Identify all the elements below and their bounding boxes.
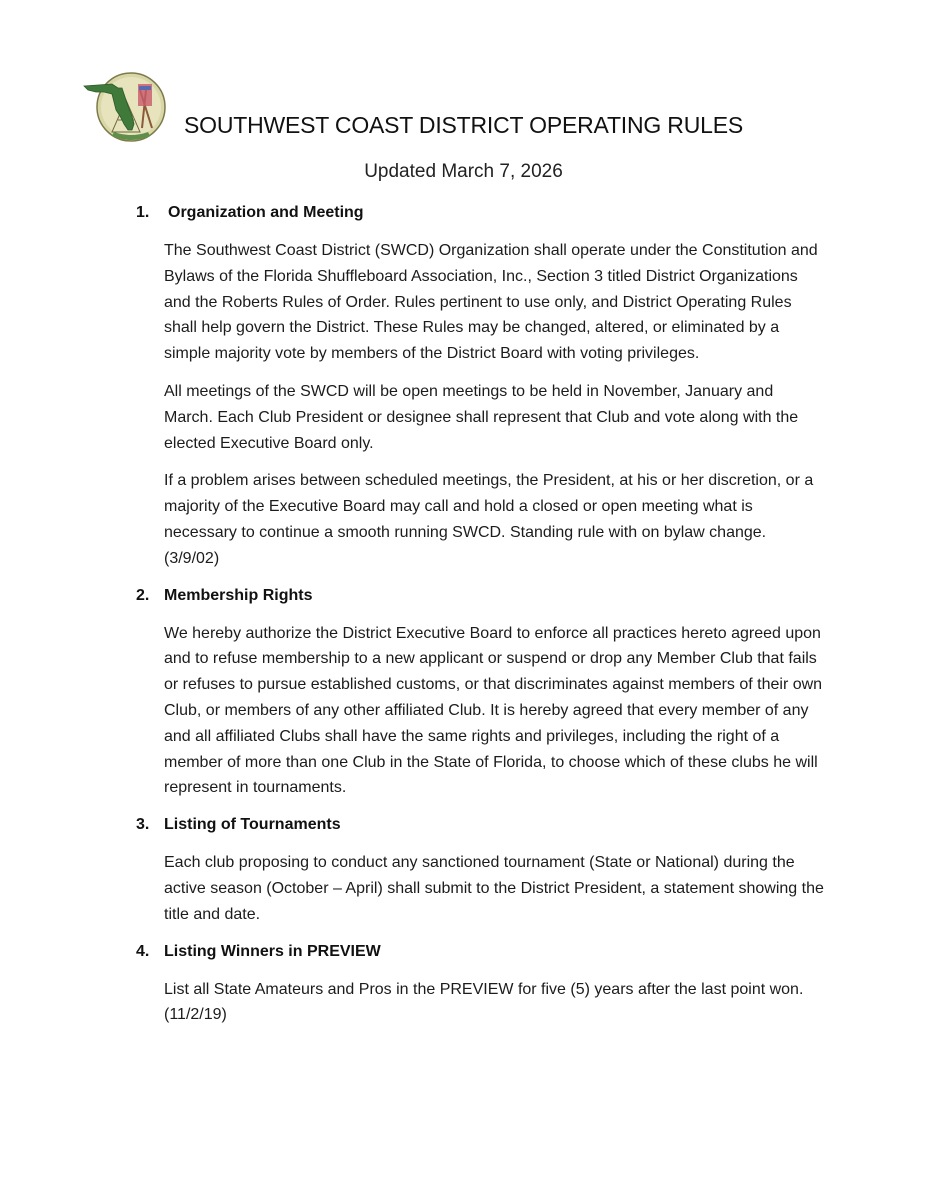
section-heading (136, 584, 826, 608)
paragraph: The Southwest Coast District (SWCD) Organization shall operate under the Constitution and Bylaws of the Florida Shuffleboard Association, Inc., Section 3 titled District Organizations and the Roberts Rules of Order. Rules pertinent to use only, and District Operating Rules shall help govern the District. These Rules may be changed, altered, or eliminated by a simple majority vote by members of the District Board with voting privileges. (164, 242, 818, 363)
rule-section (136, 940, 826, 1029)
updated-date: Updated March 7, 2026 (364, 161, 563, 182)
section-number: 4. (136, 942, 150, 960)
page-title: SOUTHWEST COAST DISTRICT OPERATING RULES (184, 112, 743, 138)
section-title: Organization and Meeting (168, 204, 364, 221)
section-title: Listing of Tournaments (164, 816, 341, 834)
section-heading (136, 940, 826, 964)
section-title: Membership Rights (164, 586, 313, 604)
paragraph: List all State Amateurs and Pros in the PREVIEW for five (5) years after the last point won. (11/2/19) (164, 980, 804, 1024)
rule-section (136, 584, 826, 802)
paragraph: If a problem arises between scheduled meetings, the President, at his or her discretion, or a majority of the Executive Board may call and hold a closed or open meeting what is necessary to continue a smooth running SWCD. Standing rule with on bylaw change. (3/9/02) (164, 472, 814, 567)
section-heading (136, 813, 826, 837)
section-number: 2. (136, 586, 150, 604)
paragraph: Each club proposing to conduct any sanctioned tournament (State or National) during the active season (October – April) shall submit to the District President, a statement showing the title and date. (164, 854, 824, 923)
rule-section (136, 813, 826, 927)
section-title: Listing Winners in PREVIEW (164, 942, 381, 960)
section-heading (136, 201, 826, 225)
section-number: 1. (136, 204, 150, 221)
paragraph: We hereby authorize the District Executive Board to enforce all practices hereto agreed upon and to refuse membership to a new applicant or suspend or drop any Member Club that fails or refuses to pursue established customs, or that discriminates against members of their own Club, or members of any other affiliated Club. It is hereby agreed that every member of any and all affiliated Clubs shall have the same rights and privileges, including the right of a member of more than one Club in the State of Florida, to choose which of these clubs he will represent in tournaments. (164, 624, 823, 797)
paragraph: All meetings of the SWCD will be open meetings to be held in November, January and March. Each Club President or designee shall represent that Club and vote along with the elected Executive Board only. (164, 382, 799, 452)
florida-map-emblem-icon (82, 70, 170, 146)
rule-section (136, 201, 826, 572)
section-number: 3. (136, 816, 150, 834)
rules-content (136, 201, 826, 1040)
